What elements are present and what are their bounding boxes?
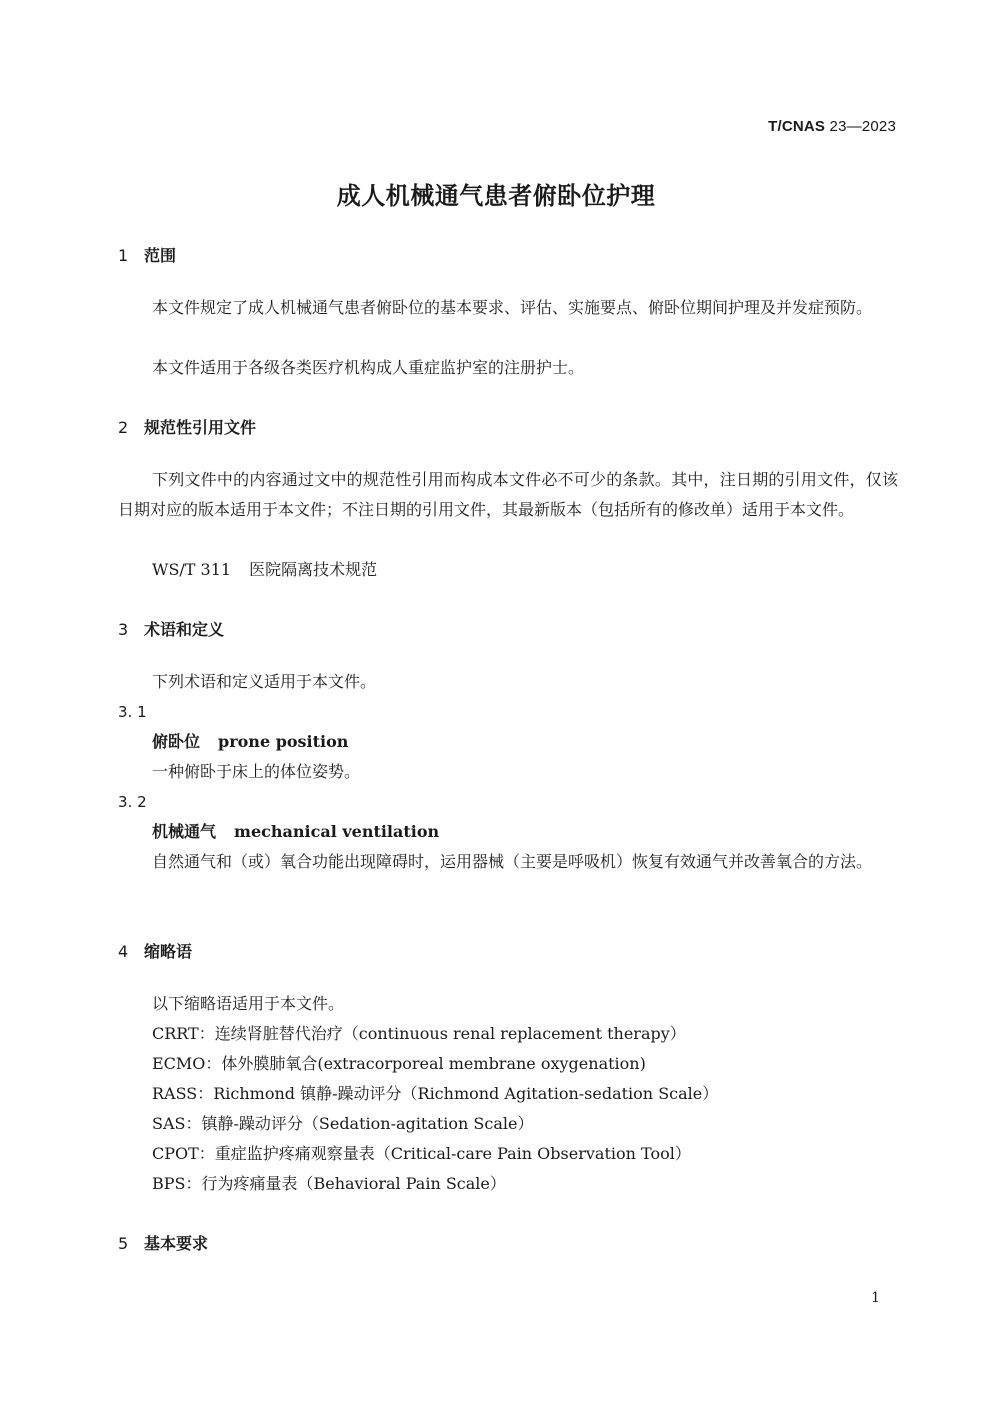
section-4-heading	[118, 939, 192, 962]
section-2-heading	[118, 415, 256, 438]
reference-code: WS/T 311	[152, 560, 232, 579]
term-definition: 一种俯卧于床上的体位姿势。	[152, 762, 361, 781]
section-number: 3	[118, 620, 129, 639]
standard-code-year: 23—2023	[829, 118, 896, 135]
reference-title: 医院隔离技术规范	[249, 560, 378, 579]
section-number: 2	[118, 418, 129, 437]
abbreviation-item: ECMO：体外膜肺氧合(extracorporeal membrane oxygenation)	[152, 1054, 646, 1073]
term-chinese: 机械通气	[152, 822, 217, 841]
page-number: 1	[871, 1290, 880, 1306]
section-5-heading	[118, 1231, 208, 1254]
section-title: 术语和定义	[144, 620, 225, 639]
section-number: 1	[118, 246, 129, 265]
abbreviation-item: SAS：镇静-躁动评分（Sedation-agitation Scale）	[152, 1114, 534, 1133]
term-number: 3. 2	[118, 793, 147, 811]
normative-references-paragraph: 下列文件中的内容通过文中的规范性引用而构成本文件必不可少的条款。其中，注日期的引用文件，仅该日期对应的版本适用于本文件；不注日期的引用文件，其最新版本（包括所有的修改单）适用于本文件。	[118, 470, 898, 519]
section-title: 规范性引用文件	[144, 418, 257, 437]
section-3-heading	[118, 617, 224, 640]
term-heading	[152, 817, 439, 847]
terms-intro: 下列术语和定义适用于本文件。	[152, 672, 377, 691]
scope-paragraph-1: 本文件规定了成人机械通气患者俯卧位的基本要求、评估、实施要点、俯卧位期间护理及并发症预防。	[152, 298, 873, 317]
term-chinese: 俯卧位	[152, 732, 201, 751]
abbreviations-intro: 以下缩略语适用于本文件。	[152, 994, 345, 1013]
standard-code-id: T/CNAS	[768, 118, 826, 135]
section-title: 基本要求	[144, 1234, 209, 1253]
abbreviation-item: CPOT：重症监护疼痛观察量表（Critical-care Pain Observation Tool）	[152, 1144, 691, 1163]
section-1-heading	[118, 243, 176, 266]
section-title: 范围	[144, 246, 177, 265]
term-number: 3. 1	[118, 703, 147, 721]
term-english: mechanical ventilation	[234, 822, 440, 841]
abbreviation-item: RASS：Richmond 镇静-躁动评分（Richmond Agitation-sedation Scale）	[152, 1084, 719, 1103]
term-heading	[152, 727, 348, 757]
scope-paragraph-2: 本文件适用于各级各类医疗机构成人重症监护室的注册护士。	[152, 358, 585, 377]
abbreviation-item: CRRT：连续肾脏替代治疗（continuous renal replacement therapy）	[152, 1024, 686, 1043]
section-number: 5	[118, 1234, 129, 1253]
term-english: prone position	[218, 732, 349, 751]
reference-item	[152, 555, 377, 585]
section-title: 缩略语	[144, 942, 193, 961]
standard-code	[768, 118, 896, 135]
document-title: 成人机械通气患者俯卧位护理	[336, 182, 656, 210]
term-definition: 自然通气和（或）氧合功能出现障碍时，运用器械（主要是呼吸机）恢复有效通气并改善氧合的方法。	[152, 852, 873, 871]
section-number: 4	[118, 942, 129, 961]
abbreviation-item: BPS：行为疼痛量表（Behavioral Pain Scale）	[152, 1174, 506, 1193]
